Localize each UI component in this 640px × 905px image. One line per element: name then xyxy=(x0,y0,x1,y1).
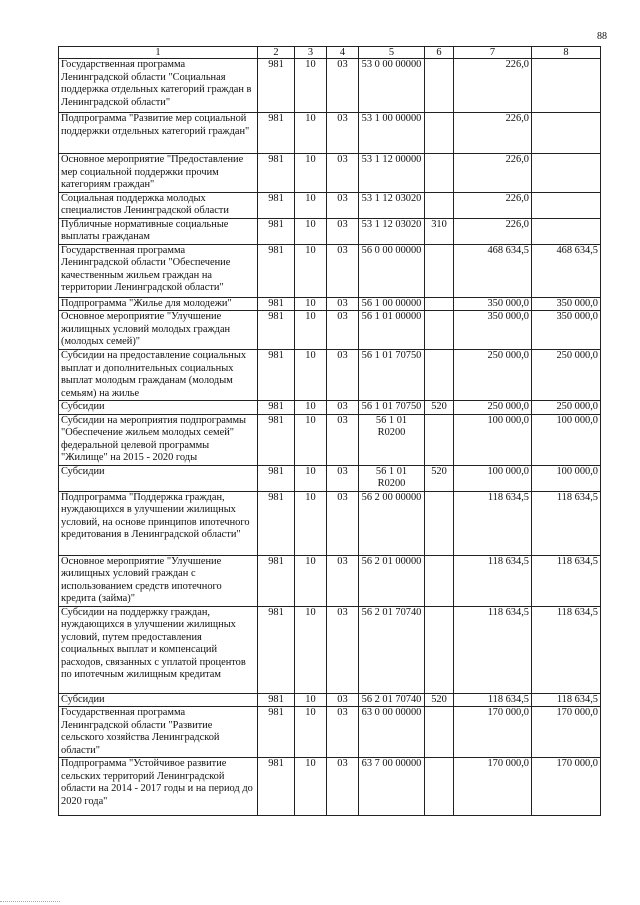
subsection-cell: 03 xyxy=(327,606,359,693)
expense-type-cell: 310 xyxy=(425,218,454,244)
expense-type-cell xyxy=(425,297,454,311)
expense-type-cell xyxy=(425,244,454,297)
expense-type-cell: 520 xyxy=(425,401,454,415)
target-article-cell: 63 7 00 00000 xyxy=(359,758,425,816)
section-cell: 10 xyxy=(295,414,327,465)
section-cell: 10 xyxy=(295,693,327,707)
code-gr-cell: 981 xyxy=(258,244,295,297)
target-article-cell: 56 2 01 70740 xyxy=(359,693,425,707)
amount-2019-cell xyxy=(532,192,601,218)
amount-2019-cell: 468 634,5 xyxy=(532,244,601,297)
row-name-cell: Подпрограмма "Устойчивое развитие сельских территорий Ленинградской области на 2014 - 2017 годы и на период до 2020 года" xyxy=(59,758,258,816)
amount-2018-cell: 100 000,0 xyxy=(454,465,532,491)
expense-type-cell xyxy=(425,154,454,193)
row-name-cell: Подпрограмма "Развитие мер социальной поддержки отдельных категорий граждан" xyxy=(59,113,258,154)
expense-type-cell xyxy=(425,758,454,816)
page-number: 88 xyxy=(597,31,607,42)
section-cell: 10 xyxy=(295,154,327,193)
target-article-cell: 56 2 01 00000 xyxy=(359,555,425,606)
amount-2018-cell: 100 000,0 xyxy=(454,414,532,465)
header-row xyxy=(59,47,601,59)
section-cell: 10 xyxy=(295,491,327,555)
section-cell: 10 xyxy=(295,244,327,297)
subsection-cell: 03 xyxy=(327,218,359,244)
row-name-cell: Субсидии xyxy=(59,465,258,491)
target-article-cell: 63 0 00 00000 xyxy=(359,707,425,758)
header-cell: 6 xyxy=(425,47,454,59)
code-gr-cell: 981 xyxy=(258,555,295,606)
section-cell: 10 xyxy=(295,758,327,816)
amount-2018-cell: 118 634,5 xyxy=(454,606,532,693)
amount-2018-cell: 226,0 xyxy=(454,192,532,218)
table-row xyxy=(59,192,601,218)
row-name-cell: Публичные нормативные социальные выплаты гражданам xyxy=(59,218,258,244)
target-article-cell: 56 0 00 00000 xyxy=(359,244,425,297)
target-article-cell: 53 1 12 00000 xyxy=(359,154,425,193)
table-row xyxy=(59,154,601,193)
header-cell: 5 xyxy=(359,47,425,59)
amount-2018-cell: 350 000,0 xyxy=(454,297,532,311)
subsection-cell: 03 xyxy=(327,491,359,555)
target-article-cell: 56 1 01 70750 xyxy=(359,350,425,401)
code-gr-cell: 981 xyxy=(258,491,295,555)
expense-type-cell xyxy=(425,606,454,693)
code-gr-cell: 981 xyxy=(258,218,295,244)
expense-type-cell xyxy=(425,414,454,465)
subsection-cell: 03 xyxy=(327,693,359,707)
row-name-cell: Субсидии xyxy=(59,693,258,707)
subsection-cell: 03 xyxy=(327,414,359,465)
subsection-cell: 03 xyxy=(327,350,359,401)
table-row xyxy=(59,491,601,555)
amount-2018-cell: 118 634,5 xyxy=(454,693,532,707)
section-cell: 10 xyxy=(295,59,327,113)
table-row xyxy=(59,218,601,244)
section-cell: 10 xyxy=(295,707,327,758)
target-article-cell: 53 0 00 00000 xyxy=(359,59,425,113)
section-cell: 10 xyxy=(295,192,327,218)
subsection-cell: 03 xyxy=(327,555,359,606)
scan-footer-line xyxy=(0,901,60,902)
table-row xyxy=(59,758,601,816)
target-article-cell: 53 1 12 03020 xyxy=(359,192,425,218)
expense-type-cell xyxy=(425,311,454,350)
code-gr-cell: 981 xyxy=(258,192,295,218)
amount-2019-cell: 118 634,5 xyxy=(532,693,601,707)
table-row xyxy=(59,465,601,491)
row-name-cell: Субсидии на мероприятия подпрограммы "Обеспечение жильем молодых семей" федеральной целевой программы "Жилище" на 2015 - 2020 годы xyxy=(59,414,258,465)
amount-2019-cell: 170 000,0 xyxy=(532,707,601,758)
code-gr-cell: 981 xyxy=(258,113,295,154)
table-row xyxy=(59,693,601,707)
subsection-cell: 03 xyxy=(327,311,359,350)
target-article-cell: 56 2 00 00000 xyxy=(359,491,425,555)
code-gr-cell: 981 xyxy=(258,297,295,311)
table-row xyxy=(59,555,601,606)
table-row xyxy=(59,401,601,415)
code-gr-cell: 981 xyxy=(258,758,295,816)
amount-2019-cell: 250 000,0 xyxy=(532,350,601,401)
table-row xyxy=(59,311,601,350)
section-cell: 10 xyxy=(295,311,327,350)
table-row xyxy=(59,414,601,465)
section-cell: 10 xyxy=(295,350,327,401)
target-article-cell: 56 1 01 00000 xyxy=(359,311,425,350)
amount-2019-cell: 250 000,0 xyxy=(532,401,601,415)
target-article-cell: 53 1 12 03020 xyxy=(359,218,425,244)
subsection-cell: 03 xyxy=(327,244,359,297)
subsection-cell: 03 xyxy=(327,59,359,113)
code-gr-cell: 981 xyxy=(258,350,295,401)
subsection-cell: 03 xyxy=(327,297,359,311)
header-cell: 2 xyxy=(258,47,295,59)
expense-type-cell xyxy=(425,707,454,758)
code-gr-cell: 981 xyxy=(258,414,295,465)
table-row xyxy=(59,707,601,758)
section-cell: 10 xyxy=(295,401,327,415)
subsection-cell: 03 xyxy=(327,401,359,415)
amount-2018-cell: 226,0 xyxy=(454,59,532,113)
code-gr-cell: 981 xyxy=(258,693,295,707)
expense-type-cell xyxy=(425,192,454,218)
amount-2019-cell: 100 000,0 xyxy=(532,465,601,491)
row-name-cell: Основное мероприятие "Улучшение жилищных условий граждан с использованием средств ипотечного кредита (займа)" xyxy=(59,555,258,606)
section-cell: 10 xyxy=(295,297,327,311)
amount-2019-cell: 100 000,0 xyxy=(532,414,601,465)
code-gr-cell: 981 xyxy=(258,59,295,113)
target-article-cell: 56 1 01 R0200 xyxy=(359,465,425,491)
target-article-cell: 53 1 00 00000 xyxy=(359,113,425,154)
header-cell: 1 xyxy=(59,47,258,59)
target-article-cell: 56 1 00 00000 xyxy=(359,297,425,311)
row-name-cell: Основное мероприятие "Предоставление мер социальной поддержки прочим категориям граждан" xyxy=(59,154,258,193)
table-body xyxy=(59,59,601,816)
target-article-cell: 56 1 01 70750 xyxy=(359,401,425,415)
amount-2018-cell: 170 000,0 xyxy=(454,707,532,758)
amount-2019-cell: 118 634,5 xyxy=(532,606,601,693)
amount-2018-cell: 250 000,0 xyxy=(454,401,532,415)
expense-type-cell xyxy=(425,59,454,113)
amount-2019-cell xyxy=(532,154,601,193)
table-row xyxy=(59,350,601,401)
section-cell: 10 xyxy=(295,555,327,606)
table-row xyxy=(59,606,601,693)
expense-type-cell xyxy=(425,350,454,401)
table-row xyxy=(59,59,601,113)
amount-2019-cell: 118 634,5 xyxy=(532,491,601,555)
code-gr-cell: 981 xyxy=(258,154,295,193)
code-gr-cell: 981 xyxy=(258,465,295,491)
row-name-cell: Субсидии на предоставление социальных выплат и дополнительных социальных выплат молодым гражданам (молодым семьям) на жилье xyxy=(59,350,258,401)
header-cell: 3 xyxy=(295,47,327,59)
subsection-cell: 03 xyxy=(327,113,359,154)
target-article-cell: 56 2 01 70740 xyxy=(359,606,425,693)
amount-2018-cell: 226,0 xyxy=(454,113,532,154)
section-cell: 10 xyxy=(295,218,327,244)
subsection-cell: 03 xyxy=(327,465,359,491)
expense-type-cell xyxy=(425,113,454,154)
code-gr-cell: 981 xyxy=(258,401,295,415)
code-gr-cell: 981 xyxy=(258,606,295,693)
section-cell: 10 xyxy=(295,606,327,693)
row-name-cell: Государственная программа Ленинградской области "Развитие сельского хозяйства Ленинградской области" xyxy=(59,707,258,758)
row-name-cell: Субсидии xyxy=(59,401,258,415)
expense-type-cell: 520 xyxy=(425,465,454,491)
subsection-cell: 03 xyxy=(327,758,359,816)
table-row xyxy=(59,297,601,311)
amount-2018-cell: 170 000,0 xyxy=(454,758,532,816)
amount-2018-cell: 468 634,5 xyxy=(454,244,532,297)
header-cell: 4 xyxy=(327,47,359,59)
expense-type-cell xyxy=(425,491,454,555)
expense-type-cell xyxy=(425,555,454,606)
header-cell: 8 xyxy=(532,47,601,59)
amount-2018-cell: 118 634,5 xyxy=(454,491,532,555)
row-name-cell: Основное мероприятие "Улучшение жилищных условий молодых граждан (молодых семей)" xyxy=(59,311,258,350)
budget-table xyxy=(58,46,601,816)
amount-2019-cell xyxy=(532,59,601,113)
row-name-cell: Подпрограмма "Поддержка граждан, нуждающихся в улучшении жилищных условий, на основе принципов ипотечного кредитования в Ленинградской области" xyxy=(59,491,258,555)
subsection-cell: 03 xyxy=(327,154,359,193)
row-name-cell: Государственная программа Ленинградской области "Обеспечение качественным жильем граждан на территории Ленинградской области" xyxy=(59,244,258,297)
amount-2019-cell: 350 000,0 xyxy=(532,297,601,311)
amount-2018-cell: 350 000,0 xyxy=(454,311,532,350)
amount-2019-cell xyxy=(532,113,601,154)
amount-2019-cell: 170 000,0 xyxy=(532,758,601,816)
row-name-cell: Государственная программа Ленинградской области "Социальная поддержка отдельных категорий граждан в Ленинградской области" xyxy=(59,59,258,113)
table-row xyxy=(59,113,601,154)
header-cell: 7 xyxy=(454,47,532,59)
amount-2019-cell: 118 634,5 xyxy=(532,555,601,606)
amount-2018-cell: 118 634,5 xyxy=(454,555,532,606)
section-cell: 10 xyxy=(295,113,327,154)
amount-2019-cell: 350 000,0 xyxy=(532,311,601,350)
row-name-cell: Субсидии на поддержку граждан, нуждающихся в улучшении жилищных условий, путем предоставления социальных выплат и компенсаций расходов, связанных с уплатой процентов по ипотечным жилищным кредитам xyxy=(59,606,258,693)
section-cell: 10 xyxy=(295,465,327,491)
amount-2018-cell: 226,0 xyxy=(454,218,532,244)
code-gr-cell: 981 xyxy=(258,707,295,758)
table-row xyxy=(59,244,601,297)
row-name-cell: Подпрограмма "Жилье для молодежи" xyxy=(59,297,258,311)
expense-type-cell: 520 xyxy=(425,693,454,707)
amount-2019-cell xyxy=(532,218,601,244)
subsection-cell: 03 xyxy=(327,192,359,218)
row-name-cell: Социальная поддержка молодых специалистов Ленинградской области xyxy=(59,192,258,218)
amount-2018-cell: 250 000,0 xyxy=(454,350,532,401)
code-gr-cell: 981 xyxy=(258,311,295,350)
amount-2018-cell: 226,0 xyxy=(454,154,532,193)
subsection-cell: 03 xyxy=(327,707,359,758)
target-article-cell: 56 1 01 R0200 xyxy=(359,414,425,465)
